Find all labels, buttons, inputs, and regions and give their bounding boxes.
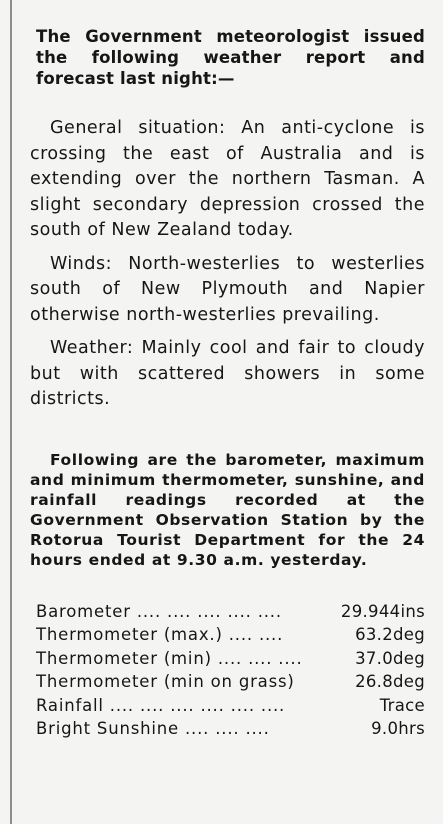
reading-label: Thermometer (min) .... .... .... bbox=[36, 648, 303, 668]
reading-label: Barometer .... .... .... .... .... bbox=[36, 601, 282, 621]
readings-intro bbox=[30, 450, 425, 570]
weather-paragraph bbox=[30, 336, 425, 413]
reading-value: 26.8deg bbox=[355, 672, 425, 691]
general-situation-paragraph bbox=[30, 116, 425, 244]
reading-value: 29.944ins bbox=[340, 601, 425, 621]
reading-label: Rainfall .... .... .... .... .... .... bbox=[36, 695, 286, 715]
reading-label: Thermometer (max.) .... .... bbox=[36, 625, 284, 644]
reading-row-thermometer-grass bbox=[36, 670, 425, 694]
reading-label: Bright Sunshine .... .... .... bbox=[36, 719, 270, 738]
weather-text: Weather: Mainly cool and fair to cloudy but with scattered showers in some districts. bbox=[30, 338, 425, 409]
reading-value: 63.2deg bbox=[355, 625, 425, 644]
reading-row-thermometer-max bbox=[36, 623, 425, 647]
reading-row-rainfall bbox=[36, 694, 425, 718]
reading-value: 9.0hrs bbox=[371, 719, 425, 738]
reading-value: 37.0deg bbox=[355, 648, 425, 668]
general-situation-text: General situation: An anti-cyclone is crossing the east of Australia and is extending over the northern Tasman. A slight secondary depression crossed the south of New Zealand today. bbox=[30, 118, 425, 240]
report-intro: The Government meteorologist issued the following weather report and forecast last night:— bbox=[36, 27, 425, 88]
reading-row-sunshine bbox=[36, 717, 425, 741]
winds-paragraph bbox=[30, 252, 425, 329]
readings-intro-text: Following are the barometer, maximum and minimum thermometer, sunshine, and rainfall readings recorded at the Government Observation Station by the Rotorua Tourist Department for the 24 hours ended at 9.30 a.m. yesterday. bbox=[30, 450, 425, 569]
reading-row-thermometer-min bbox=[36, 647, 425, 671]
reading-row-barometer bbox=[36, 600, 425, 624]
reading-label: Thermometer (min on grass) bbox=[36, 672, 295, 691]
reading-value: Trace bbox=[379, 695, 425, 715]
winds-text: Winds: North-westerlies to westerlies south of New Plymouth and Napier otherwise north-westerlies prevailing. bbox=[30, 253, 425, 325]
readings-table bbox=[36, 600, 425, 741]
